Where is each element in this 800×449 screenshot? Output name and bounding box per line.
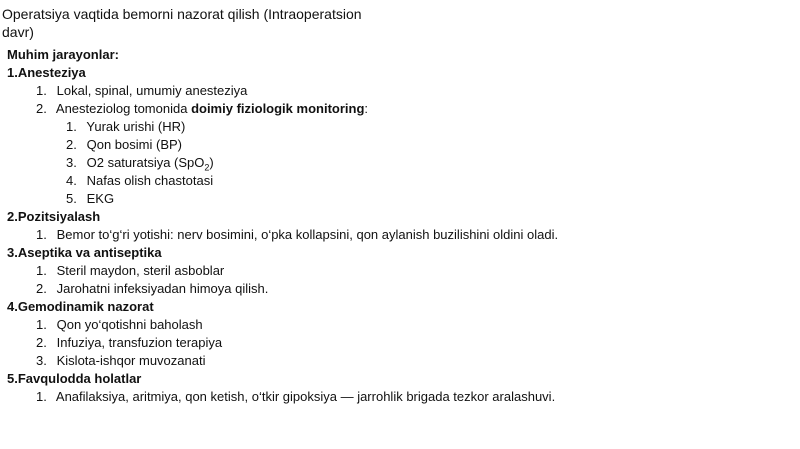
item-text: ) bbox=[209, 155, 214, 170]
item-text: Nafas olish chastotasi bbox=[86, 173, 214, 188]
list-item bbox=[7, 100, 558, 118]
list-item bbox=[7, 226, 558, 244]
item-number: 2. bbox=[36, 335, 47, 350]
slide-body bbox=[7, 46, 558, 406]
item-number: 1. bbox=[36, 317, 47, 332]
section-heading: 4.Gemodinamik nazorat bbox=[7, 299, 154, 314]
slide-title: Operatsiya vaqtida bemorni nazorat qilish (Intraoperatsion davr) bbox=[2, 6, 362, 40]
sub-list-item bbox=[7, 154, 558, 172]
list-item bbox=[7, 82, 558, 100]
item-number: 1. bbox=[36, 263, 47, 278]
list-item bbox=[7, 388, 558, 406]
item-text: : bbox=[364, 101, 369, 116]
item-text: O2 saturatsiya (SpO bbox=[86, 155, 205, 170]
heading: Muhim jarayonlar: bbox=[7, 47, 119, 62]
section-heading: 3.Aseptika va antiseptika bbox=[7, 245, 162, 260]
item-number: 5. bbox=[66, 191, 77, 206]
item-text: Bemor to‘g‘ri yotishi: nerv bosimini, o‘pka kollapsini, qon aylanish buzilishini oldini oladi. bbox=[56, 227, 559, 242]
item-number: 4. bbox=[66, 173, 77, 188]
item-number: 2. bbox=[36, 101, 47, 116]
item-number: 1. bbox=[36, 389, 47, 404]
list-item bbox=[7, 280, 558, 298]
item-text: Qon yo‘qotishni baholash bbox=[56, 317, 203, 332]
item-number: 1. bbox=[66, 119, 77, 134]
item-text: Anafilaksiya, aritmiya, qon ketish, o‘tkir gipoksiya — jarrohlik brigada tezkor aralashuvi. bbox=[55, 389, 556, 404]
sub-list-item bbox=[7, 190, 558, 208]
list-item bbox=[7, 352, 558, 370]
item-number: 1. bbox=[36, 227, 47, 242]
item-number: 2. bbox=[66, 137, 77, 152]
item-text: Yurak urishi (HR) bbox=[86, 119, 186, 134]
item-text: Lokal, spinal, umumiy anesteziya bbox=[56, 83, 248, 98]
list-item bbox=[7, 334, 558, 352]
item-number: 3. bbox=[36, 353, 47, 368]
item-text: Kislota-ishqor muvozanati bbox=[56, 353, 206, 368]
item-number: 1. bbox=[36, 83, 47, 98]
item-text: EKG bbox=[86, 191, 115, 206]
section-heading: 5.Favqulodda holatlar bbox=[7, 371, 142, 386]
sub-list-item bbox=[7, 136, 558, 154]
item-number: 2. bbox=[36, 281, 47, 296]
sub-list-item bbox=[7, 172, 558, 190]
item-text: Qon bosimi (BP) bbox=[86, 137, 182, 152]
item-text-bold: doimiy fiziologik monitoring bbox=[191, 101, 365, 116]
section-heading: 1.Anesteziya bbox=[7, 65, 86, 80]
item-text: Steril maydon, steril asboblar bbox=[56, 263, 225, 278]
subscript: 2 bbox=[204, 162, 210, 173]
item-text: Anesteziolog tomonida bbox=[55, 101, 192, 116]
list-item bbox=[7, 262, 558, 280]
sub-list-item bbox=[7, 118, 558, 136]
list-item bbox=[7, 316, 558, 334]
section-heading: 2.Pozitsiyalash bbox=[7, 209, 101, 224]
item-text: Jarohatni infeksiyadan himoya qilish. bbox=[56, 281, 269, 296]
item-number: 3. bbox=[66, 155, 77, 170]
item-text: Infuziya, transfuzion terapiya bbox=[56, 335, 223, 350]
